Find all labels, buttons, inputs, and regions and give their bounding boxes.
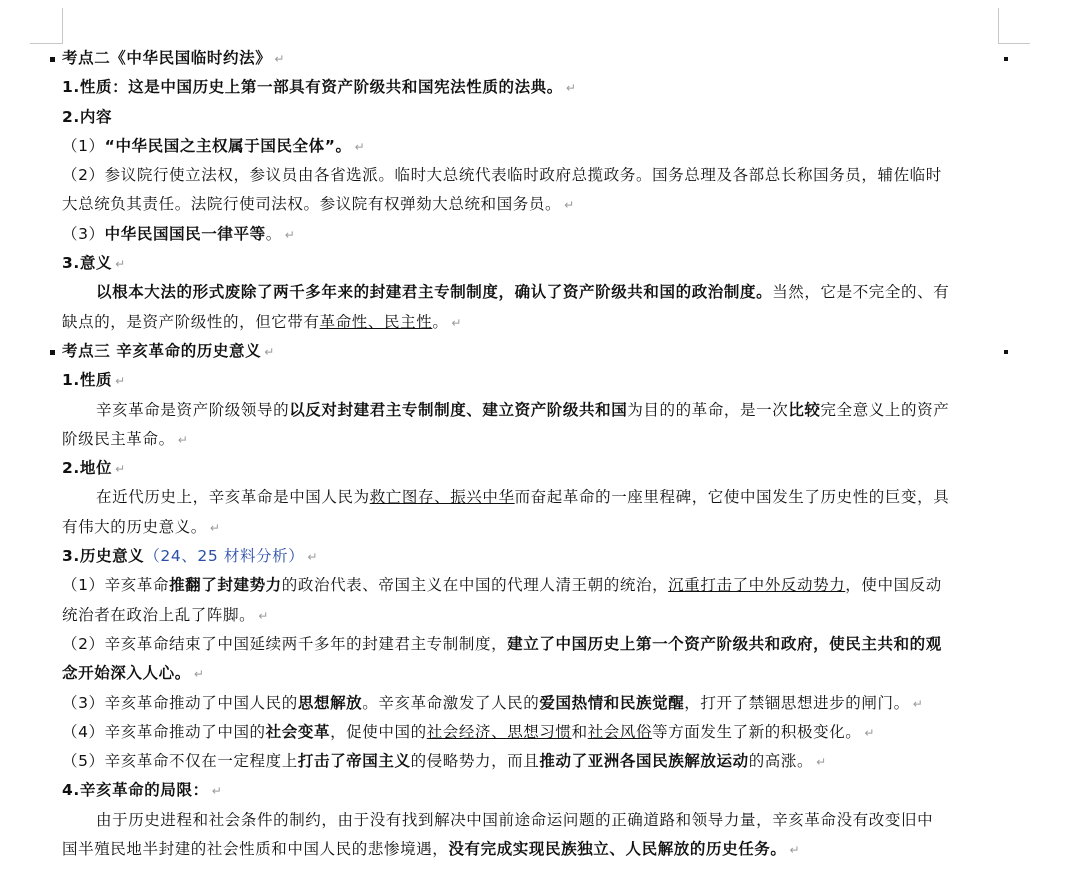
item-text: 推翻了封建势力 [169, 576, 282, 595]
paragraph [62, 396, 1002, 425]
paragraph [62, 571, 1002, 600]
paragraph-mark-icon: ↵ [864, 725, 876, 740]
list-bullet-icon [50, 350, 55, 355]
nature-text: 完全意义上的资产 [820, 400, 950, 419]
nature-text: 为目的的革命，是一次 [627, 400, 789, 419]
subheading [62, 542, 1002, 571]
meaning-text: 当然，它是不完全的、有 [772, 283, 950, 302]
subheading [62, 103, 1002, 132]
paragraph-mark-icon: ↵ [451, 315, 463, 330]
item-text: 的高涨。 [748, 752, 814, 771]
status-text: 有伟大的历史意义。 [62, 517, 207, 536]
paragraph [62, 806, 1002, 835]
nature-text: 1.性质：这是中国历史上第一部具有资产阶级共和国宪法性质的法典。 [62, 78, 563, 97]
underlined-text: 革命性、民主性 [319, 312, 433, 331]
item-text: 思想解放 [297, 693, 363, 712]
paragraph [62, 278, 1002, 307]
underlined-text: 救亡图存、振兴中华 [369, 488, 515, 507]
nature-heading: 1.性质 [62, 371, 113, 390]
item-text: ，促使中国的 [330, 722, 427, 741]
paragraph [62, 190, 1002, 219]
underlined-text: 社会经济、思想习惯 [426, 722, 572, 741]
nature-text: 辛亥革命是资产阶级领导的 [96, 400, 290, 419]
nature-text: 以反对封建君主专制制度、建立资产阶级共和国 [289, 400, 628, 419]
item-text: 和 [571, 722, 588, 741]
paragraph-mark-icon: ↵ [115, 462, 126, 477]
history-heading: 3.历史意义 [62, 547, 145, 566]
subheading [62, 366, 1002, 395]
item-text: 统治者在政治上乱了阵脚。 [62, 605, 256, 624]
paragraph [62, 73, 1002, 102]
section-title: 考点二《中华民国临时约法》 [62, 49, 272, 67]
item-text: 。 [265, 224, 282, 243]
paragraph-mark-icon: ↵ [307, 550, 319, 565]
paragraph-mark-icon: ↵ [264, 344, 275, 359]
nature-text: 比较 [788, 400, 821, 419]
item-prefix: （1） [62, 136, 105, 155]
item-text: 。辛亥革命激发了人民的 [362, 693, 540, 712]
limit-heading: 4.辛亥革命的局限： [62, 781, 209, 800]
margin-corner-mark [998, 8, 999, 44]
item-text: （4）辛亥革命推动了中国的 [62, 722, 266, 741]
underlined-text: 社会风俗 [587, 722, 653, 741]
paragraph [62, 630, 1002, 659]
paragraph-mark-icon: ↵ [565, 81, 577, 96]
section-heading [62, 337, 1002, 366]
paragraph-mark-icon: ↵ [115, 374, 126, 389]
list-bullet-icon [50, 57, 55, 62]
item-text: 念开始深入人心。 [62, 664, 191, 683]
meaning-text: 缺点的，是资产阶级性的，但它带有 [62, 312, 320, 331]
paragraph-mark-icon: ↵ [177, 432, 189, 447]
paragraph [62, 513, 1002, 542]
item-text: （1）辛亥革命 [62, 576, 170, 595]
item-text: 爱国热情和民族觉醒 [539, 693, 685, 712]
paragraph [62, 425, 1002, 454]
item-text: ，使中国反动 [845, 576, 942, 595]
paragraph-mark-icon: ↵ [354, 139, 366, 154]
limit-text: 没有完成实现民族独立、人民解放的历史任务。 [448, 840, 787, 859]
item-text: 打击了帝国主义 [297, 752, 411, 771]
status-text: 而奋起革命的一座里程碑，它使中国发生了历史性的巨变，具 [514, 488, 950, 507]
section-title: 考点三 辛亥革命的历史意义 [62, 341, 262, 360]
meaning-heading: 3.意义 [62, 254, 113, 273]
paragraph-mark-icon: ↵ [115, 257, 126, 272]
history-note: （24、25 材料分析） [144, 547, 305, 566]
paragraph [62, 220, 1002, 249]
paragraph [62, 308, 1002, 337]
item-text: 中华民国国民一律平等 [104, 224, 266, 243]
paragraph [62, 132, 1002, 161]
paragraph [62, 689, 1002, 718]
item-text: 推动了亚洲各国民族解放运动 [539, 752, 749, 771]
margin-corner-mark [998, 43, 1030, 44]
paragraph-mark-icon: ↵ [209, 520, 221, 535]
item-text: “中华民国之主权属于国民全体”。 [104, 136, 352, 155]
margin-corner-mark [62, 8, 63, 44]
paragraph-mark-icon: ↵ [816, 755, 827, 770]
item-text: 的政治代表、帝国主义在中国的代理人清王朝的统治， [281, 576, 669, 595]
list-bullet-icon [1004, 350, 1008, 354]
paragraph-mark-icon: ↵ [564, 198, 575, 213]
subheading [62, 454, 1002, 483]
item-text: 的侵略势力，而且 [410, 752, 540, 771]
paragraph [62, 161, 1002, 190]
underlined-text: 沉重打击了中外反动势力 [668, 576, 846, 595]
nature-text: 阶级民主革命。 [62, 429, 175, 448]
item-text: （5）辛亥革命不仅在一定程度上 [62, 752, 298, 771]
paragraph [62, 659, 1002, 688]
item-text: （2）辛亥革命结束了中国延续两千多年的封建君主专制制度， [62, 634, 508, 653]
paragraph [62, 835, 1002, 864]
item-text: （3）辛亥革命推动了中国人民的 [62, 693, 298, 712]
paragraph [62, 483, 1002, 512]
item-text: ，打开了禁锢思想进步的闸门。 [684, 693, 910, 712]
section-heading [62, 44, 1002, 73]
item-text: 等方面发生了新的积极变化。 [652, 722, 862, 741]
paragraph [62, 601, 1002, 630]
document-body[interactable] [62, 44, 1002, 864]
item-text: 社会变革 [265, 722, 331, 741]
item-text: 建立了中国历史上第一个资产阶级共和政府，使民主共和的观 [507, 634, 942, 653]
paragraph-mark-icon: ↵ [912, 696, 924, 711]
list-bullet-icon [1004, 57, 1008, 61]
status-heading: 2.地位 [62, 459, 113, 478]
limit-text: 由于历史进程和社会条件的制约，由于没有找到解决中国前途命运问题的正确道路和领导力量，辛亥革命没有改变旧中 [96, 810, 934, 829]
paragraph-mark-icon: ↵ [211, 784, 223, 799]
subheading [62, 776, 1002, 805]
paragraph [62, 718, 1002, 747]
meaning-text: 。 [432, 312, 449, 331]
item-text: 大总统负其责任。法院行使司法权。参议院有权弹劾大总统和国务员。 [62, 195, 562, 214]
paragraph-mark-icon: ↵ [258, 608, 269, 623]
paragraph-mark-icon: ↵ [789, 843, 801, 858]
content-heading: 2.内容 [62, 107, 113, 126]
status-text: 在近代历史上，辛亥革命是中国人民为 [96, 488, 370, 507]
paragraph-mark-icon: ↵ [284, 227, 296, 242]
subheading [62, 249, 1002, 278]
meaning-text: 以根本大法的形式废除了两千多年来的封建君主专制制度，确认了资产阶级共和国的政治制度。 [96, 283, 773, 302]
limit-text: 国半殖民地半封建的社会性质和中国人民的悲惨境遇， [62, 840, 449, 859]
item-prefix: （3） [62, 224, 105, 243]
paragraph-mark-icon: ↵ [274, 52, 285, 66]
margin-corner-mark [30, 43, 62, 44]
item-text: （2）参议院行使立法权，参议员由各省选派。临时大总统代表临时政府总揽政务。国务总理及各部总长称国务员，辅佐临时 [62, 166, 942, 185]
paragraph [62, 747, 1002, 776]
paragraph-mark-icon: ↵ [193, 667, 205, 682]
